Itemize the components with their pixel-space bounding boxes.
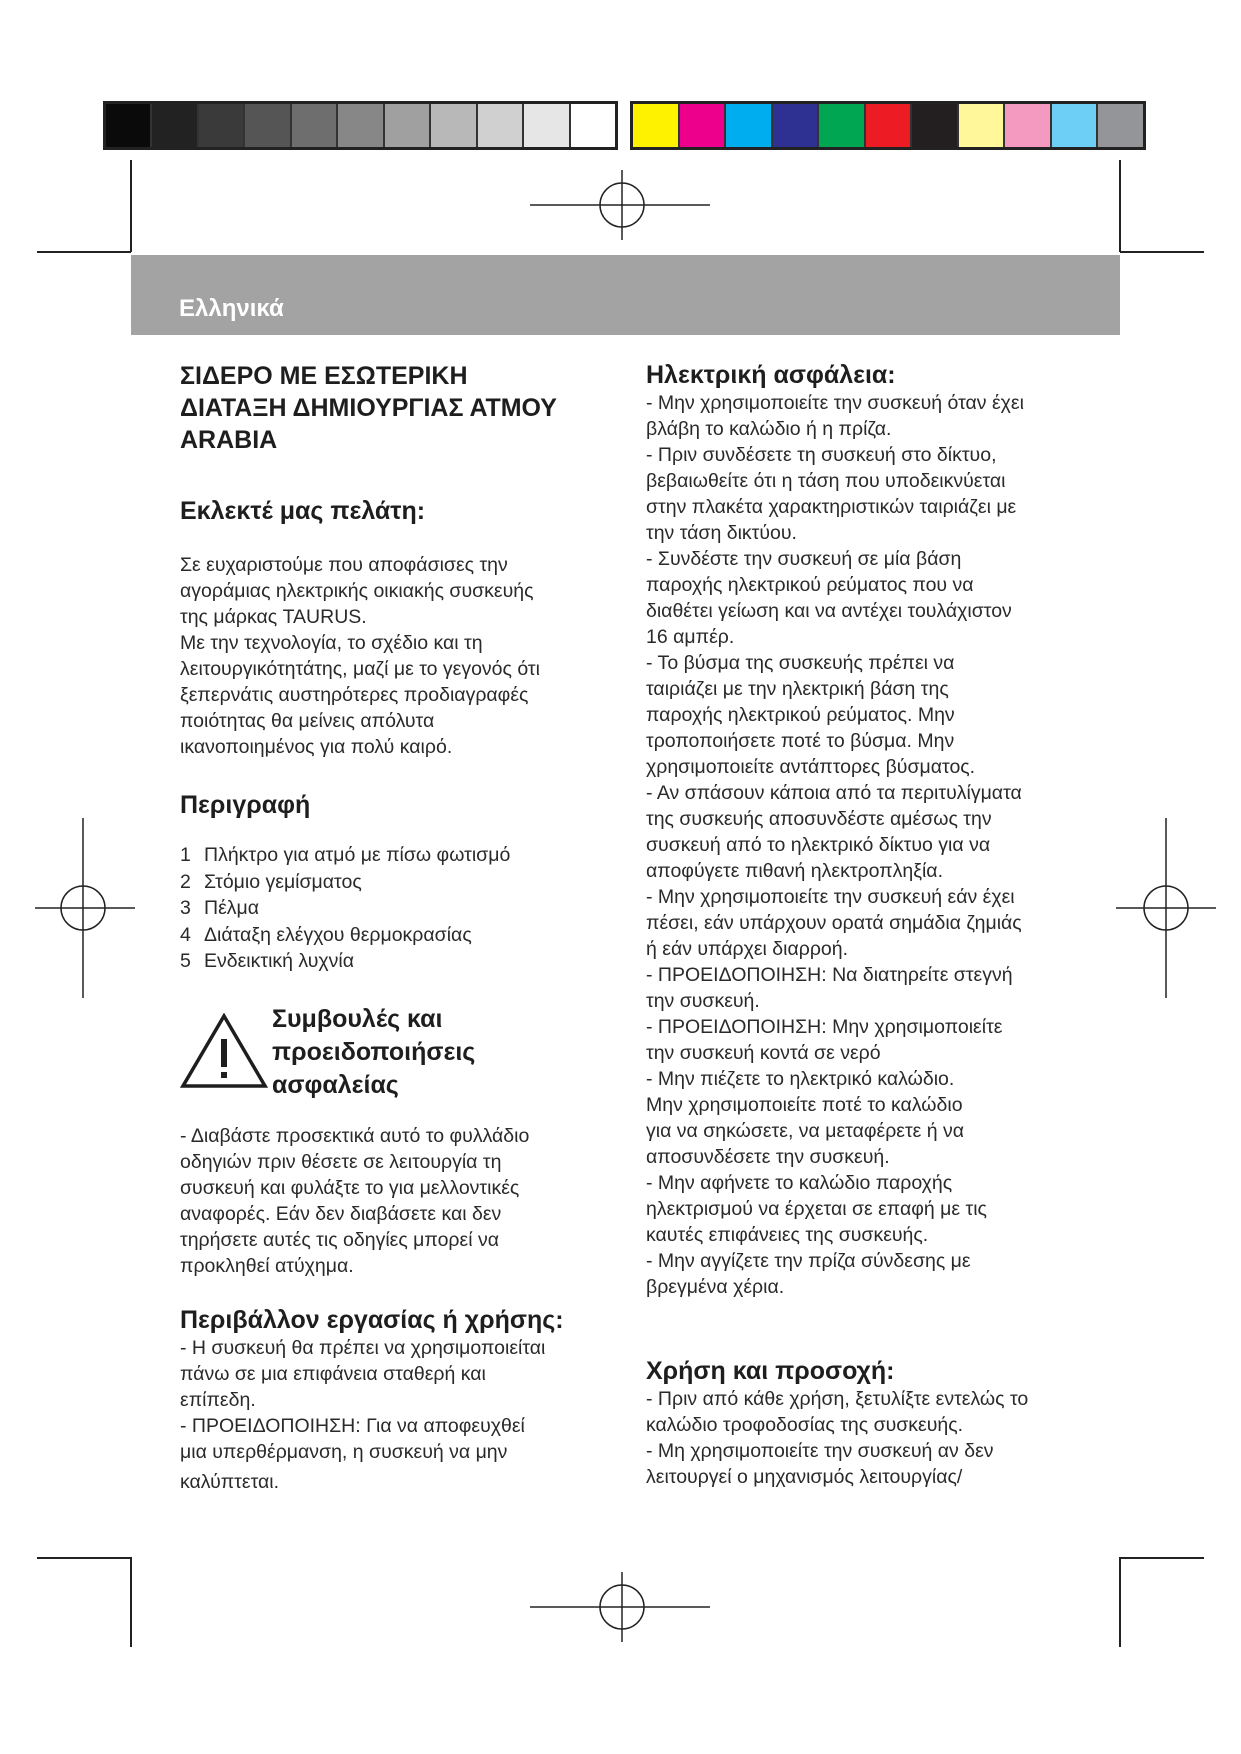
text-line: - ΠΡΟΕΙΔΟΠΟΙΗΣΗ: Να διατηρείτε στεγνή (646, 964, 1013, 986)
text-line: αγοράμιας ηλεκτρικής οικιακής συσκευής (180, 580, 534, 602)
text-line: - Συνδέστε την συσκευή σε μία βάση (646, 548, 962, 570)
text-line: - Μην αγγίζετε την πρίζα σύνδεσης με (646, 1250, 971, 1272)
text-line: για να σηκώσετε, να μεταφέρετε ή να (646, 1120, 965, 1142)
text-line: συσκευή από το ηλεκτρικό δίκτυο για να (646, 834, 991, 856)
text-line: ή εάν υπάρχει διαρροή. (646, 938, 849, 960)
list-item (180, 895, 600, 922)
heading-line: ασφαλείας (272, 1070, 399, 1099)
product-title-line: ΣΙΔΕΡΟ ΜΕ ΕΣΩΤΕΡΙΚΗ (180, 362, 468, 390)
crop-mark (1120, 251, 1204, 253)
text-line: μια υπερθέρμανση, η συσκευή να μην (180, 1440, 508, 1463)
crop-mark (37, 1557, 131, 1559)
environment-paragraph (180, 1335, 600, 1495)
text-line: της μάρκας TAURUS. (180, 606, 367, 628)
text-line: τηρήσετε αυτές τις οδηγίες μπορεί να (180, 1228, 499, 1251)
text-line: - Πριν από κάθε χρήση, ξετυλίξτε εντελώς το (646, 1388, 1029, 1410)
item-number: 5 (180, 950, 191, 972)
registration-target-icon (1116, 818, 1216, 998)
crop-mark (130, 160, 132, 252)
item-text: Ενδεικτική λυχνία (204, 950, 354, 972)
text-line: - Μην πιέζετε το ηλεκτρικό καλώδιο. (646, 1068, 955, 1090)
gray-swatch (292, 104, 338, 147)
safety-warning-block (180, 1003, 600, 1103)
text-line: παροχής ηλεκτρικού ρεύματος που να (646, 574, 974, 596)
text-line: συσκευή και φυλάξτε το για μελλοντικές (180, 1176, 520, 1199)
color-swatch (726, 104, 773, 147)
list-item (180, 922, 600, 949)
item-text: Πέλμα (204, 897, 260, 919)
gray-swatch (524, 104, 570, 147)
crop-mark (37, 251, 131, 253)
crop-mark (1119, 1557, 1121, 1647)
language-header-band (131, 255, 1120, 335)
item-number: 1 (180, 844, 191, 866)
product-title-line: ΔΙΑΤΑΞΗ ΔΗΜΙΟΥΡΓΙΑΣ ΑΤΜΟΥ (180, 394, 557, 422)
color-swatch (912, 104, 959, 147)
text-line: Σε ευχαριστούμε που αποφάσισες την (180, 554, 508, 576)
text-line: Με την τεχνολογία, το σχέδιο και τη (180, 632, 483, 654)
heading-line: Συμβουλές και (272, 1004, 443, 1033)
safety-warning-paragraph (180, 1123, 600, 1279)
text-line: καυτές επιφάνειες της συσκευής. (646, 1224, 929, 1246)
text-line: χρησιμοποιείτε αντάπτορες βύσματος. (646, 756, 976, 778)
registration-target-icon (530, 1572, 710, 1642)
item-text: Στόμιο γεμίσματος (204, 870, 362, 893)
greeting-heading: Εκλεκτέ μας πελάτη: (180, 497, 426, 525)
text-line: - ΠΡΟΕΙΔΟΠΟΙΗΣΗ: Για να αποφευχθεί (180, 1414, 525, 1437)
text-line: βρεγμένα χέρια. (646, 1276, 785, 1298)
text-line: Μην χρησιμοποιείτε ποτέ το καλώδιο (646, 1094, 963, 1116)
text-line: παροχής ηλεκτρικού ρεύματος. Μην (646, 704, 955, 726)
list-item (180, 948, 600, 975)
color-swatch (959, 104, 1006, 147)
text-line: λειτουργικότητάτης, μαζί με το γεγονός ότι (180, 658, 540, 680)
use-and-care-heading: Χρήση και προσοχή: (646, 1357, 895, 1385)
item-text: Πλήκτρο για ατμό με πίσω φωτισμό (204, 844, 511, 866)
product-title-line: ARABIA (180, 426, 278, 454)
gray-swatch (478, 104, 524, 147)
warning-triangle-icon (180, 1013, 268, 1089)
greeting-paragraph (180, 552, 600, 760)
environment-heading: Περιβάλλον εργασίας ή χρήσης: (180, 1305, 564, 1334)
color-swatch (773, 104, 820, 147)
gray-swatch (571, 104, 615, 147)
text-line: της συσκευής αποσυνδέστε αμέσως την (646, 808, 992, 830)
registration-target-icon (35, 818, 135, 998)
color-swatch (633, 104, 680, 147)
text-line: 16 αμπέρ. (646, 626, 735, 648)
gray-swatch (199, 104, 245, 147)
left-column (180, 360, 600, 1495)
text-line: - Το βύσμα της συσκευής πρέπει να (646, 652, 955, 674)
item-text: Διάταξη ελέγχου θερμοκρασίας (204, 923, 472, 946)
grayscale-color-bar (103, 101, 618, 150)
text-line: - Πριν συνδέσετε τη συσκευή στο δίκτυο, (646, 444, 997, 466)
electrical-safety-paragraph (646, 390, 1076, 1300)
crop-mark (1120, 1557, 1204, 1559)
gray-swatch (152, 104, 198, 147)
text-line: ικανοποιημένος για πολύ καιρό. (180, 736, 453, 758)
text-line: ποιότητας θα μείνεις απόλυτα (180, 710, 435, 732)
text-line: την συσκευή κοντά σε νερό (646, 1042, 881, 1064)
right-column (646, 360, 1076, 1490)
gray-swatch (385, 104, 431, 147)
item-number: 4 (180, 923, 191, 946)
text-line: - Μη χρησιμοποιείτε την συσκευή αν δεν (646, 1440, 994, 1462)
process-color-bar (630, 101, 1146, 150)
text-line: καλώδιο τροφοδοσίας της συσκευής. (646, 1414, 964, 1436)
text-line: διαθέτει γείωση και να αντέχει τουλάχιστον (646, 600, 1012, 622)
text-line: - Η συσκευή θα πρέπει να χρησιμοποιείται (180, 1336, 546, 1359)
text-line: λειτουργεί ο μηχανισμός λειτουργίας/ (646, 1466, 963, 1488)
color-swatch (1098, 104, 1143, 147)
text-line: ταιριάζει με την ηλεκτρική βάση της (646, 678, 949, 700)
item-number: 3 (180, 897, 191, 919)
text-line: πέσει, εάν υπάρχουν ορατά σημάδια ζημιάς (646, 912, 1022, 934)
text-line: - Διαβάστε προσεκτικά αυτό το φυλλάδιο (180, 1124, 530, 1147)
registration-target-icon (530, 170, 710, 240)
text-line: βλάβη το καλώδιο ή η πρίζα. (646, 418, 892, 440)
list-item (180, 869, 600, 896)
color-swatch (1005, 104, 1052, 147)
use-and-care-paragraph (646, 1386, 1076, 1490)
text-line: - Μην αφήνετε το καλώδιο παροχής (646, 1172, 953, 1194)
gray-swatch (245, 104, 291, 147)
text-line: επίπεδη. (180, 1388, 256, 1411)
text-line: οδηγιών πριν θέσετε σε λειτουργία τη (180, 1150, 502, 1173)
item-number: 2 (180, 870, 191, 893)
text-line: αναφορές. Εάν δεν διαβάσετε και δεν (180, 1202, 502, 1225)
text-line: ηλεκτρισμού να έρχεται σε επαφή με τις (646, 1198, 987, 1220)
electrical-safety-heading: Ηλεκτρική ασφάλεια: (646, 361, 896, 389)
gray-swatch (106, 104, 152, 147)
text-line: προκληθεί ατύχημα. (180, 1254, 354, 1277)
description-heading: Περιγραφή (180, 791, 311, 819)
text-line: αποσυνδέσετε την συσκευή. (646, 1146, 890, 1168)
product-title (180, 360, 600, 456)
text-line: - Μην χρησιμοποιείτε την συσκευή όταν έχει (646, 392, 1024, 414)
text-line: καλύπτεται. (180, 1470, 280, 1493)
crop-mark (1119, 160, 1121, 252)
heading-line: προειδοποιήσεις (272, 1037, 476, 1066)
text-line: αποφύγετε πιθανή ηλεκτροπληξία. (646, 860, 943, 882)
color-swatch (866, 104, 913, 147)
text-line: τροποποιήσετε ποτέ το βύσμα. Μην (646, 730, 955, 752)
list-item (180, 842, 600, 869)
text-line: την τάση δικτύου. (646, 522, 797, 544)
text-line: βεβαιωθείτε ότι η τάση που υποδεικνύεται (646, 470, 1006, 492)
crop-mark (130, 1557, 132, 1647)
text-line: στην πλακέτα χαρακτηριστικών ταιριάζει με (646, 496, 1017, 518)
text-line: ξεπερνάτις αυστηρότερες προδιαγραφές (180, 684, 529, 706)
color-swatch (680, 104, 727, 147)
description-list (180, 842, 600, 975)
color-swatch (819, 104, 866, 147)
language-label: Ελληνικά (179, 295, 284, 322)
color-swatch (1052, 104, 1099, 147)
safety-warning-heading (272, 1003, 475, 1102)
text-line: - ΠΡΟΕΙΔΟΠΟΙΗΣΗ: Μην χρησιμοποιείτε (646, 1016, 1003, 1038)
text-line: - Αν σπάσουν κάποια από τα περιτυλίγματα (646, 782, 1022, 804)
gray-swatch (338, 104, 384, 147)
text-line: - Μην χρησιμοποιείτε την συσκευή εάν έχει (646, 886, 1015, 908)
text-line: πάνω σε μια επιφάνεια σταθερή και (180, 1362, 486, 1385)
gray-swatch (431, 104, 477, 147)
text-line: την συσκευή. (646, 990, 760, 1012)
